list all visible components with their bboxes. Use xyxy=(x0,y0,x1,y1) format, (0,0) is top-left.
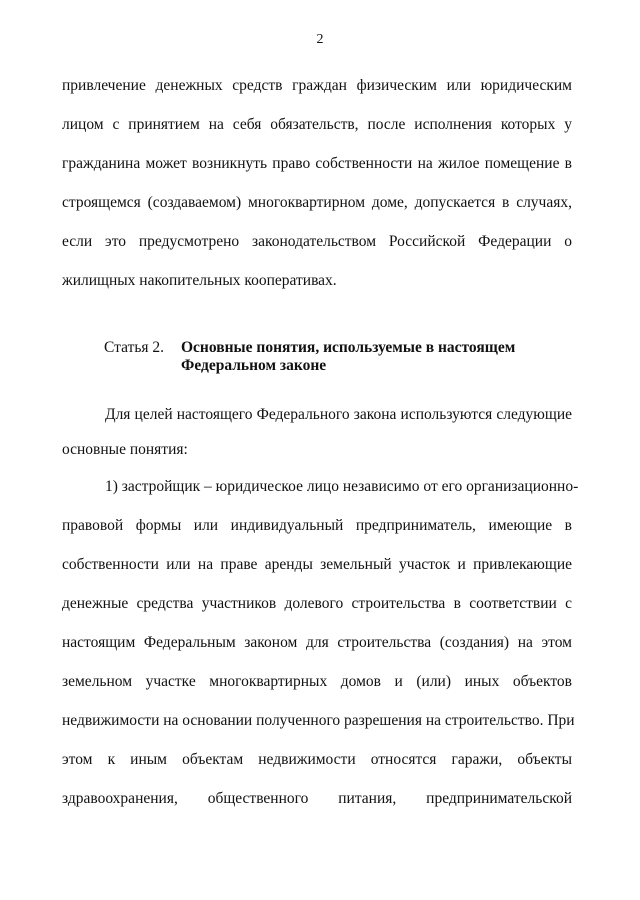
text-line: жилищных накопительных кооперативах. xyxy=(62,272,337,289)
page-number: 2 xyxy=(316,32,324,47)
text-line: строящемся (создаваемом) многоквартирном доме, допускается в случаях, xyxy=(62,194,572,211)
text-line: Для целей настоящего Федерального закона используются следующие xyxy=(105,406,572,423)
purpose-paragraph xyxy=(62,405,572,465)
text-line: настоящим Федеральным законом для строительства (создания) на этом xyxy=(62,634,572,651)
definition-1-paragraph xyxy=(62,477,579,817)
text-line: земельном участке многоквартирных домов и (или) иных объектов xyxy=(62,673,572,690)
article-label: Статья 2. xyxy=(104,339,165,356)
intro-paragraph xyxy=(62,76,572,289)
text-line: собственности или на праве аренды земельный участок и привлекающие xyxy=(62,556,572,573)
text-line: привлечение денежных средств граждан физическим или юридическим xyxy=(62,77,572,94)
text-line: 1) застройщик – юридическое лицо независимо от его организационно- xyxy=(105,478,579,495)
text-line: недвижимости на основании полученного разрешения на строительство. При xyxy=(62,712,575,729)
text-line: правовой формы или индивидуальный предприниматель, имеющие в xyxy=(62,517,572,534)
article-title-line: Основные понятия, используемые в настоящем xyxy=(181,339,516,356)
article-title-line: Федеральном законе xyxy=(181,357,327,374)
text-line: здравоохранения, общественного питания, предпринимательской xyxy=(62,790,572,807)
text-line: денежные средства участников долевого строительства в соответствии с xyxy=(62,595,572,612)
text-line: основные понятия: xyxy=(62,441,188,458)
text-line: лицом с принятием на себя обязательств, после исполнения которых у xyxy=(62,116,572,133)
text-line: гражданина может возникнуть право собственности на жилое помещение в xyxy=(62,155,572,172)
article-title xyxy=(181,339,561,375)
text-line: этом к иным объектам недвижимости относятся гаражи, объекты xyxy=(62,751,572,768)
text-line: если это предусмотрено законодательством Российской Федерации о xyxy=(62,233,572,250)
